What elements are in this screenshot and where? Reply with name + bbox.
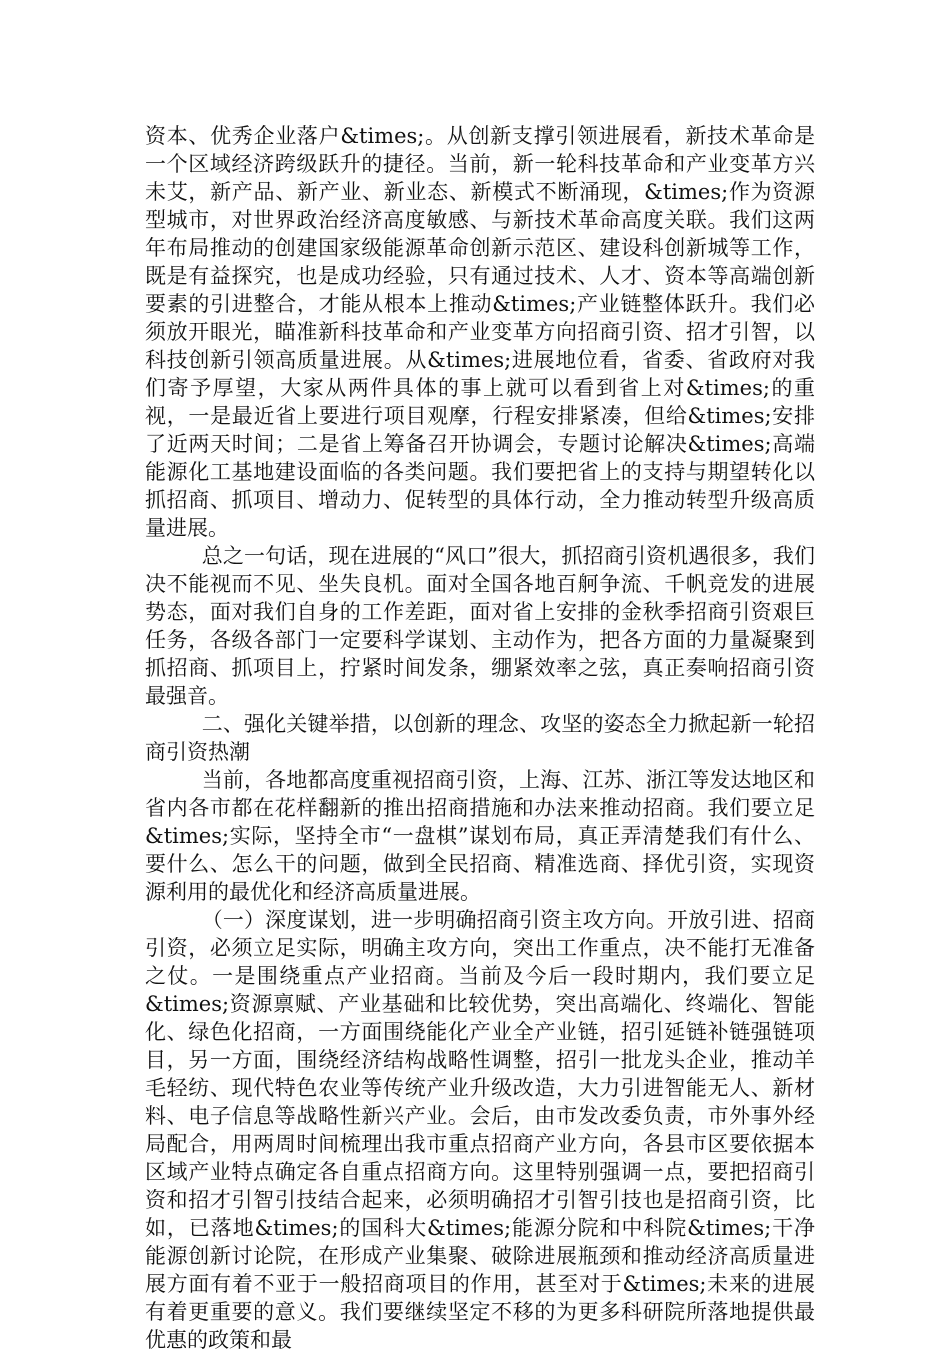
section-heading: 二、强化关键举措，以创新的理念、攻坚的姿态全力掀起新一轮招商引资热潮	[145, 712, 815, 764]
paragraph-continuation: 资本、优秀企业落户&times;。从创新支撑引领进展看，新技术革命是一个区域经济跨级跃升的捷径。当前，新一轮科技革命和产业变革方兴未艾，新产品、新产业、新业态、新模式不断涌现，&times;作为资源型城市，对世界政治经济高度敏感、与新技术革命高度关联。我们这两年布局推动的创建国家级能源革命创新示范区、建设科创新城等工作，既是有益探究，也是成功经验，只有通过技术、人才、资本等高端创新要素的引进整合，才能从根本上推动&times;产业链整体跃升。我们必须放开眼光，瞄准新科技革命和产业变革方向招商引资、招才引智，以科技创新引领高质量进展。从&times;进展地位看，省委、省政府对我们寄予厚望，大家从两件具体的事上就可以看到省上对&times;的重视，一是最近省上要进行项目观摩，行程安排紧凑，但给&times;安排了近两天时间；二是省上筹备召开协调会，专题讨论解决&times;高端能源化工基地建设面临的各类问题。我们要把省上的支持与期望转化以抓招商、抓项目、增动力、促转型的具体行动，全力推动转型升级高质量进展。	[145, 124, 815, 540]
paragraph-summary: 总之一句话，现在进展的“风口”很大，抓招商引资机遇很多，我们决不能视而不见、坐失良机。面对全国各地百舸争流、千帆竞发的进展势态，面对我们自身的工作差距，面对省上安排的金秋季招商引资艰巨任务，各级各部门一定要科学谋划、主动作为，把各方面的力量凝聚到抓招商、抓项目上，拧紧时间发条，绷紧效率之弦，真正奏响招商引资最强音。	[145, 544, 815, 708]
paragraph-intro: 当前，各地都高度重视招商引资，上海、江苏、浙江等发达地区和省内各市都在花样翻新的推出招商措施和办法来推动招商。我们要立足&times;实际，坚持全市“一盘棋”谋划布局，真正弄清楚我们有什么、要什么、怎么干的问题，做到全民招商、精准选商、择优引资，实现资源利用的最优化和经济高质量进展。	[145, 768, 815, 904]
paragraph-item-one: （一）深度谋划，进一步明确招商引资主攻方向。开放引进、招商引资，必须立足实际，明确主攻方向，突出工作重点，决不能打无准备之仗。一是围绕重点产业招商。当前及今后一段时期内，我们要立足&times;资源禀赋、产业基础和比较优势，突出高端化、终端化、智能化、绿色化招商，一方面围绕能化产业全产业链，招引延链补链强链项目，另一方面，围绕经济结构战略性调整，招引一批龙头企业，推动羊毛轻纺、现代特色农业等传统产业升级改造，大力引进智能无人、新材料、电子信息等战略性新兴产业。会后，由市发改委负责，市外事外经局配合，用两周时间梳理出我市重点招商产业方向，各县市区要依据本区域产业特点确定各自重点招商方向。这里特别强调一点，要把招商引资和招才引智引技结合起来，必须明确招才引智引技也是招商引资，比如，已落地&times;的国科大&times;能源分院和中科院&times;干净能源创新讨论院，在形成产业集聚、破除进展瓶颈和推动经济高质量进展方面有着不亚于一般招商项目的作用，甚至对于&times;未来的进展有着更重要的意义。我们要继续坚定不移的为更多科研院所落地提供最优惠的政策和最	[145, 908, 815, 1352]
document-body	[145, 122, 815, 1354]
